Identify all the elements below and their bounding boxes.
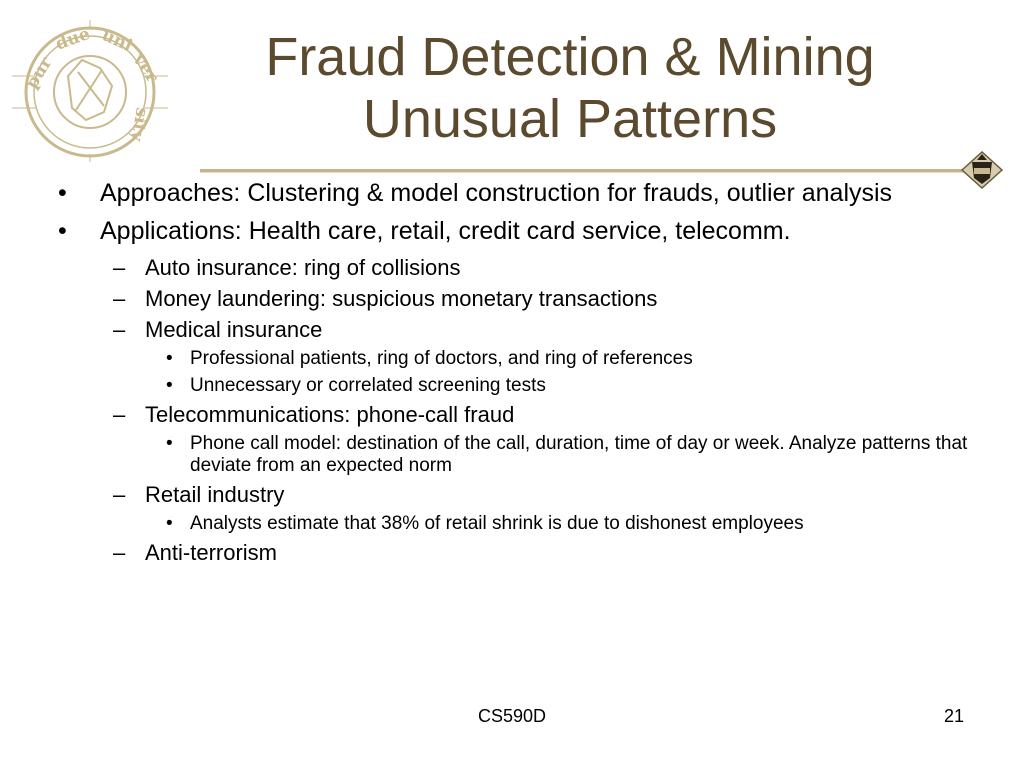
sub-bullet-anti-terrorism: [58, 540, 978, 566]
sub-bullet-text: Retail industry: [145, 482, 285, 507]
svg-text:ver: ver: [128, 50, 162, 87]
sub-bullet-text: Money laundering: suspicious monetary transactions: [145, 286, 658, 311]
title-line-2: Unusual Patterns: [362, 89, 778, 149]
bullet-approaches: [58, 180, 978, 207]
dash-marker: –: [113, 402, 126, 427]
detail-text: Phone call model: destination of the call, duration, time of day or week. Analyze patterns that deviate from an expected norm: [190, 433, 968, 476]
sub-bullet-text: Telecommunications: phone-call fraud: [145, 402, 515, 427]
purdue-seal-icon: [8, 16, 170, 164]
bullet-marker: •: [166, 433, 173, 454]
bullet-marker: •: [166, 375, 173, 396]
page-number: 21: [943, 706, 964, 726]
bullet-text: Approaches: Clustering & model construction for frauds, outlier analysis: [100, 179, 893, 207]
detail-text: Analysts estimate that 38% of retail shrink is due to dishonest employees: [190, 513, 804, 534]
sub-bullet-telecom: [58, 402, 978, 428]
dash-marker: –: [113, 286, 126, 311]
svg-text:due: due: [52, 23, 93, 55]
sub-bullet-retail: [58, 482, 978, 508]
bullet-text: Applications: Health care, retail, credit card service, telecomm.: [100, 217, 791, 245]
detail-bullet-retail-1: [58, 513, 978, 535]
detail-text: Professional patients, ring of doctors, and ring of references: [190, 348, 693, 369]
bullet-applications: [58, 218, 978, 245]
sub-bullet-money: [58, 286, 978, 312]
detail-bullet-medical-1: [58, 348, 978, 370]
bullet-marker: •: [58, 179, 67, 207]
svg-text:pur: pur: [21, 53, 57, 93]
dash-marker: –: [113, 482, 126, 507]
dash-marker: –: [113, 317, 126, 342]
dash-marker: –: [113, 255, 126, 280]
dash-marker: –: [113, 540, 126, 565]
slide-title: [200, 26, 940, 150]
bullet-marker: •: [166, 513, 173, 534]
sub-bullet-text: Auto insurance: ring of collisions: [145, 255, 461, 280]
slide-body: [58, 180, 978, 571]
sub-bullet-text: Medical insurance: [145, 317, 323, 342]
svg-text:uni: uni: [98, 25, 136, 57]
detail-text: Unnecessary or correlated screening tests: [190, 375, 546, 396]
detail-bullet-medical-2: [58, 375, 978, 397]
detail-bullet-telecom-1: [58, 433, 978, 477]
title-line-1: Fraud Detection & Mining: [265, 27, 875, 87]
svg-text:sity: sity: [126, 105, 152, 143]
sub-bullet-auto: [58, 255, 978, 281]
sub-bullet-text: Anti-terrorism: [145, 540, 278, 565]
title-divider-shadow: [200, 172, 990, 173]
footer-course: CS590D: [477, 706, 547, 726]
bullet-marker: •: [58, 217, 67, 245]
bullet-marker: •: [166, 348, 173, 369]
sub-bullet-medical: [58, 317, 978, 343]
